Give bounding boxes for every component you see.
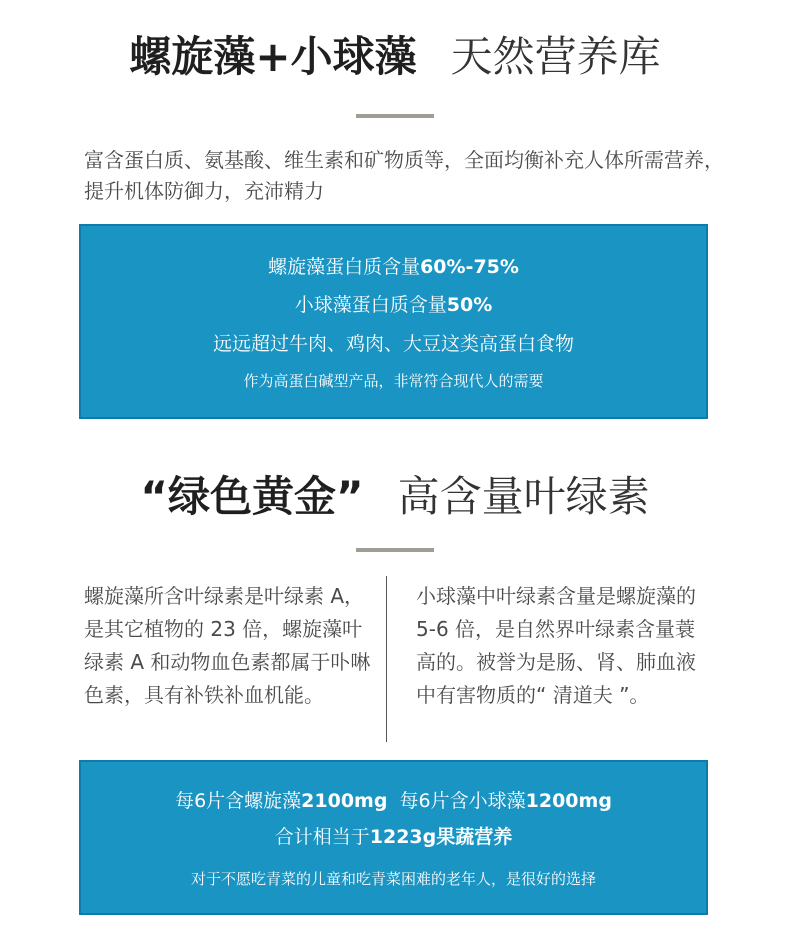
spirulina-protein-label: 螺旋藻蛋白质含量 (268, 256, 421, 278)
column-divider (386, 576, 387, 742)
chlorella-protein-value: 50% (446, 294, 493, 316)
title-underline (356, 114, 434, 118)
equivalent-line (81, 822, 706, 849)
chlorella-dosage-label: 每6片含小球藻 (399, 790, 526, 812)
intro-paragraph: 富含蛋白质、氨基酸、维生素和矿物质等，全面均衡补充人体所需营养，提升机体防御力，充沛精力 (84, 148, 724, 203)
dosage-line (81, 786, 706, 813)
chlorella-dosage-value: 1200mg (525, 790, 612, 812)
section-title-nutrition (0, 30, 790, 84)
section-title-bold: “绿色黄金” (140, 472, 364, 521)
section-title-bold: 螺旋藻+小球藻 (129, 32, 417, 81)
spirulina-protein-value: 60%-75% (420, 256, 519, 278)
protein-comparison-text: 远远超过牛肉、鸡肉、大豆这类高蛋白食物 (212, 333, 574, 355)
spirulina-protein-line (81, 252, 706, 279)
protein-info-box (79, 224, 708, 419)
spirulina-chlorophyll-text: 螺旋藻所含叶绿素是叶绿素 A，是其它植物的 23 倍，螺旋藻叶绿素 A 和动物血色素都属于卟啉色素，具有补铁补血机能。 (84, 584, 371, 707)
equivalent-value: 1223g果蔬营养 (369, 826, 513, 848)
chlorella-protein-label: 小球藻蛋白质含量 (294, 294, 447, 316)
equivalent-label: 合计相当于 (274, 826, 370, 848)
dosage-info-box (79, 760, 708, 915)
title-underline (356, 548, 434, 552)
spirulina-dosage-value: 2100mg (301, 790, 388, 812)
section-title-light: 高含量叶绿素 (397, 472, 650, 521)
chlorella-protein-line (81, 290, 706, 317)
section-title-chlorophyll (0, 470, 790, 524)
chlorella-chlorophyll-text: 小球藻中叶绿素含量是螺旋藻的 5-6 倍，是自然界叶绿素含量蓑高的。被誉为是肠、肾、肺血液中有害物质的“ 清道夫 ”。 (416, 584, 696, 707)
section-title-light: 天然营养库 (450, 32, 661, 81)
audience-note-text: 对于不愿吃青菜的儿童和吃青菜困难的老年人，是很好的选择 (190, 870, 596, 888)
protein-note-text: 作为高蛋白碱型产品，非常符合现代人的需要 (243, 372, 544, 390)
spirulina-dosage-label: 每6片含螺旋藻 (175, 790, 302, 812)
